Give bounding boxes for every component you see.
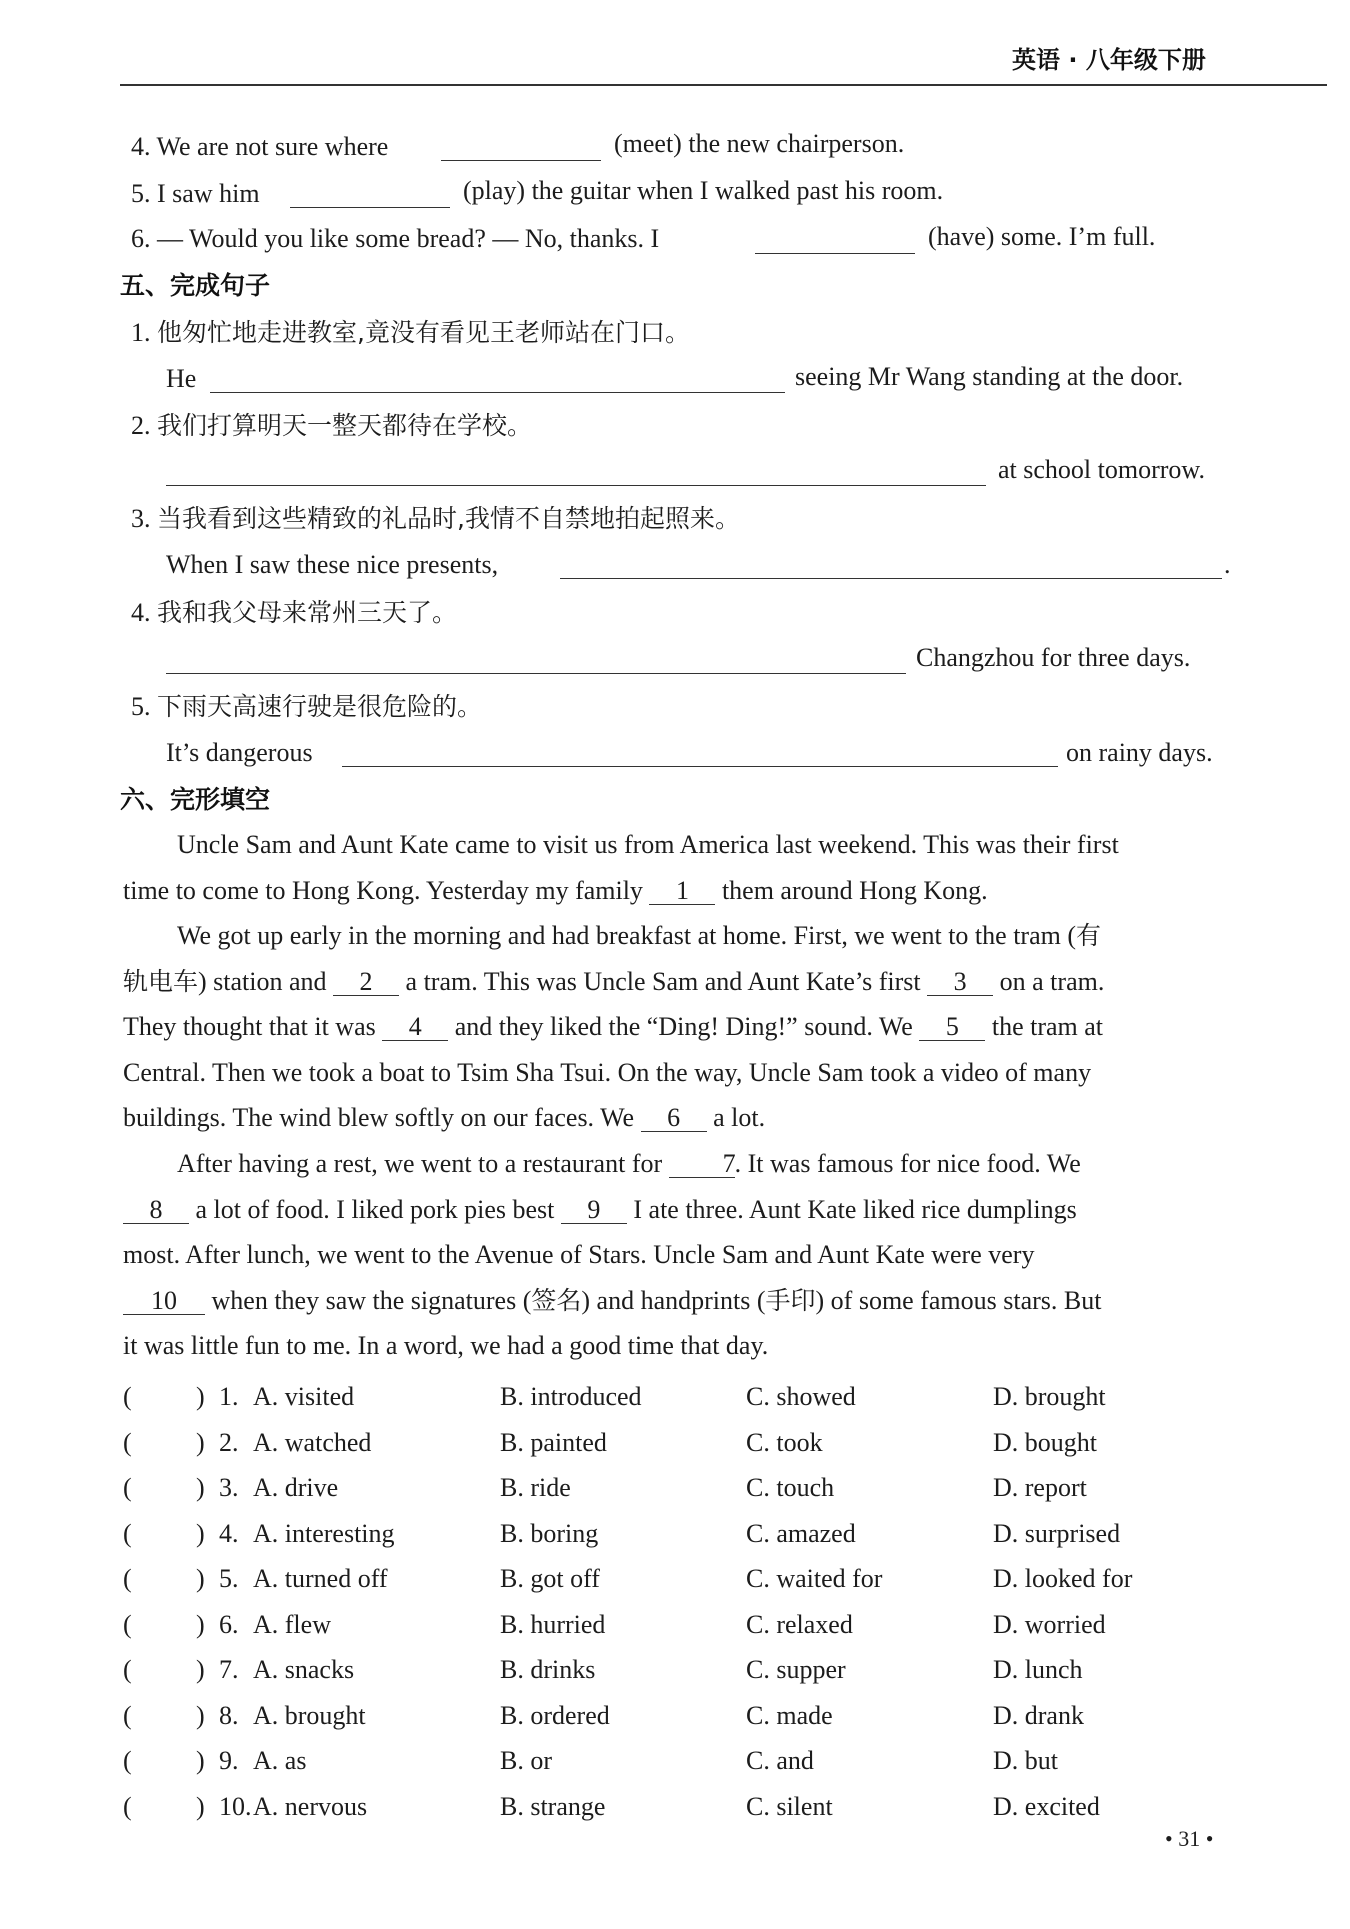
option-a: A. drive [253, 1473, 339, 1502]
answer-paren-open[interactable]: ( [123, 1700, 132, 1730]
s5-item3-end: . [1224, 550, 1231, 579]
answer-paren-close[interactable]: ) [196, 1473, 205, 1502]
option-c: C. waited for [746, 1564, 883, 1593]
question-row [123, 1518, 1247, 1551]
question-number: 8. [219, 1700, 239, 1730]
answer-paren-close[interactable]: ) [196, 1518, 205, 1548]
question-number: 7. [219, 1655, 239, 1684]
option-c: C. and [746, 1746, 814, 1775]
option-c: C. made [746, 1700, 833, 1730]
option-a: A. interesting [253, 1518, 395, 1548]
option-b: B. hurried [500, 1609, 606, 1639]
question-number: 9. [219, 1746, 239, 1775]
s5-item2-cn: 2. 我们打算明天一整天都待在学校。 [131, 411, 533, 440]
option-d: D. excited [993, 1791, 1100, 1821]
s5-item2-end: at school tomorrow. [998, 455, 1205, 484]
answer-paren-close[interactable]: ) [196, 1791, 205, 1821]
answer-paren-open[interactable]: ( [123, 1655, 132, 1684]
q5-num: 5. [131, 179, 151, 208]
answer-paren-open[interactable]: ( [123, 1382, 132, 1411]
p2-line2: 轨电车) station and 2 a tram. This was Uncle Sam and Aunt Kate’s first 3 on a tram. [123, 966, 1105, 996]
question-row [123, 1609, 1247, 1642]
cloze-paragraph-2 [123, 913, 1247, 1141]
option-c: C. took [746, 1427, 823, 1457]
s5-item1-start: He [166, 364, 197, 393]
s5-item2-blank[interactable] [166, 485, 986, 486]
q4-num: 4. [131, 132, 151, 161]
cloze-blank-3[interactable]: 3 [927, 969, 993, 996]
option-a: A. snacks [253, 1655, 355, 1684]
option-b: B. boring [500, 1518, 599, 1548]
option-a: A. flew [253, 1609, 331, 1639]
p3-line5: it was little fun to me. In a word, we had a good time that day. [123, 1331, 769, 1361]
q4-answer-blank[interactable] [441, 160, 601, 161]
question-number: 4. [219, 1518, 239, 1548]
s5-item5-end: on rainy days. [1066, 738, 1213, 767]
option-b: B. got off [500, 1564, 600, 1593]
option-b: B. ride [500, 1473, 571, 1502]
cloze-paragraph-3 [123, 1141, 1247, 1369]
s5-item5-cn: 5. 下雨天高速行驶是很危险的。 [131, 692, 483, 721]
s5-item4-blank[interactable] [166, 673, 906, 674]
s5-item3-cn: 3. 当我看到这些精致的礼品时,我情不自禁地拍起照来。 [131, 504, 740, 533]
option-b: B. drinks [500, 1655, 596, 1684]
option-a: A. nervous [253, 1791, 368, 1821]
s5-item4-cn: 4. 我和我父母来常州三天了。 [131, 598, 458, 627]
p2-line4: Central. Then we took a boat to Tsim Sha Tsui. On the way, Uncle Sam took a video of many [123, 1057, 1092, 1087]
option-a: A. watched [253, 1427, 372, 1457]
s5-item1-blank[interactable] [210, 392, 785, 393]
question-row [123, 1791, 1247, 1824]
page-header-title: 英语 · 八年级下册 [1012, 46, 1206, 74]
option-b: B. ordered [500, 1700, 610, 1730]
cloze-blank-7[interactable]: 7 [669, 1151, 735, 1178]
q6-num: 6. [131, 224, 151, 253]
cloze-blank-2[interactable]: 2 [333, 969, 399, 996]
answer-paren-open[interactable]: ( [123, 1473, 132, 1502]
option-a: A. visited [253, 1382, 355, 1411]
q5-item [131, 181, 260, 207]
s5-item3-blank[interactable] [560, 578, 1222, 579]
option-d: D. surprised [993, 1518, 1121, 1548]
answer-paren-open[interactable]: ( [123, 1746, 132, 1775]
page-number: • 31 • [1165, 1826, 1214, 1851]
answer-paren-open[interactable]: ( [123, 1564, 132, 1593]
p2-line3: They thought that it was 4 and they liked the “Ding! Ding!” sound. We 5 the tram at [123, 1012, 1104, 1042]
cloze-paragraph-1 [123, 822, 1247, 913]
option-d: D. worried [993, 1609, 1106, 1639]
option-c: C. relaxed [746, 1609, 853, 1639]
option-a: A. turned off [253, 1564, 388, 1593]
q6-hint: (have) some. I’m full. [928, 222, 1156, 251]
question-number: 6. [219, 1609, 239, 1639]
option-b: B. strange [500, 1791, 606, 1821]
p2-line1: We got up early in the morning and had breakfast at home. First, we went to the tram (有 [177, 921, 1102, 950]
option-a: A. brought [253, 1700, 366, 1730]
question-row [123, 1566, 1247, 1596]
p1-line2: time to come to Hong Kong. Yesterday my family 1 them around Hong Kong. [123, 875, 988, 905]
cloze-blank-6[interactable]: 6 [641, 1105, 707, 1132]
q6-answer-blank[interactable] [755, 253, 915, 254]
option-d: D. lunch [993, 1655, 1083, 1684]
q6-text: — Would you like some bread? — No, thanks. I [157, 224, 660, 253]
answer-paren-open[interactable]: ( [123, 1791, 132, 1821]
p3-line2: 8 a lot of food. I liked pork pies best 9 I ate three. Aunt Kate liked rice dumplings [123, 1187, 1247, 1233]
option-d: D. brought [993, 1382, 1106, 1411]
answer-paren-close[interactable]: ) [196, 1382, 205, 1411]
answer-paren-close[interactable]: ) [196, 1746, 205, 1775]
q4-hint: (meet) the new chairperson. [614, 129, 905, 158]
answer-paren-open[interactable]: ( [123, 1427, 132, 1457]
option-c: C. supper [746, 1655, 846, 1684]
answer-paren-open[interactable]: ( [123, 1609, 132, 1639]
question-number: 2. [219, 1427, 239, 1457]
question-row [123, 1384, 1247, 1414]
cloze-blank-4[interactable]: 4 [382, 1014, 448, 1041]
q4-item [131, 134, 388, 160]
question-row [123, 1657, 1247, 1687]
p1-line1: Uncle Sam and Aunt Kate came to visit us from America last weekend. This was their first [177, 830, 1119, 859]
answer-paren-open[interactable]: ( [123, 1518, 132, 1548]
p3-line3: most. After lunch, we went to the Avenue of Stars. Uncle Sam and Aunt Kate were very [123, 1240, 1035, 1270]
answer-paren-close[interactable]: ) [196, 1609, 205, 1639]
cloze-blank-5[interactable]: 5 [919, 1014, 985, 1041]
s5-item5-start: It’s dangerous [166, 738, 313, 767]
q4-text: We are not sure where [156, 132, 389, 161]
question-row [123, 1700, 1247, 1733]
cloze-blank-10[interactable]: 10 [123, 1288, 205, 1315]
option-c: C. amazed [746, 1518, 856, 1548]
q5-hint: (play) the guitar when I walked past his room. [463, 176, 944, 205]
option-a: A. as [253, 1746, 307, 1775]
question-number: 5. [219, 1564, 239, 1593]
question-number: 10. [219, 1791, 252, 1821]
section6-title: 六、完形填空 [120, 785, 271, 814]
question-number: 1. [219, 1382, 239, 1411]
answer-paren-close[interactable]: ) [196, 1655, 205, 1684]
option-d: D. drank [993, 1700, 1084, 1730]
option-d: D. looked for [993, 1564, 1133, 1593]
s5-item5-blank[interactable] [342, 766, 1058, 767]
cloze-blank-9[interactable]: 9 [561, 1197, 627, 1224]
option-d: D. but [993, 1746, 1058, 1775]
header-rule [120, 84, 1327, 86]
s5-item3-start: When I saw these nice presents, [166, 550, 499, 579]
answer-paren-close[interactable]: ) [196, 1700, 205, 1730]
section5-title: 五、完成句子 [120, 271, 271, 300]
option-d: D. bought [993, 1427, 1097, 1457]
question-row [123, 1427, 1247, 1460]
option-b: B. or [500, 1746, 552, 1775]
q5-text: I saw him [157, 179, 260, 208]
q6-item [131, 226, 659, 252]
question-row [123, 1475, 1247, 1505]
s5-item1-end: seeing Mr Wang standing at the door. [795, 362, 1184, 391]
q5-answer-blank[interactable] [290, 207, 450, 208]
s5-item4-end: Changzhou for three days. [916, 643, 1191, 672]
p2-line5: buildings. The wind blew softly on our faces. We 6 a lot. [123, 1103, 766, 1133]
p3-line4: 10 when they saw the signatures (签名) and handprints (手印) of some famous stars. But [123, 1278, 1247, 1324]
question-row [123, 1748, 1247, 1778]
answer-paren-close[interactable]: ) [196, 1427, 205, 1457]
option-d: D. report [993, 1473, 1087, 1502]
s5-item1-cn: 1. 他匆忙地走进教室,竟没有看见王老师站在门口。 [131, 318, 690, 347]
cloze-blank-8[interactable]: 8 [123, 1197, 189, 1224]
question-number: 3. [219, 1473, 239, 1502]
answer-paren-close[interactable]: ) [196, 1564, 205, 1593]
option-b: B. painted [500, 1427, 607, 1457]
option-b: B. introduced [500, 1382, 642, 1411]
option-c: C. touch [746, 1473, 835, 1502]
p3-line1: After having a rest, we went to a restaurant for 7. It was famous for nice food. We [177, 1149, 1081, 1178]
option-c: C. silent [746, 1791, 833, 1821]
cloze-blank-1[interactable]: 1 [649, 878, 715, 905]
option-c: C. showed [746, 1382, 856, 1411]
